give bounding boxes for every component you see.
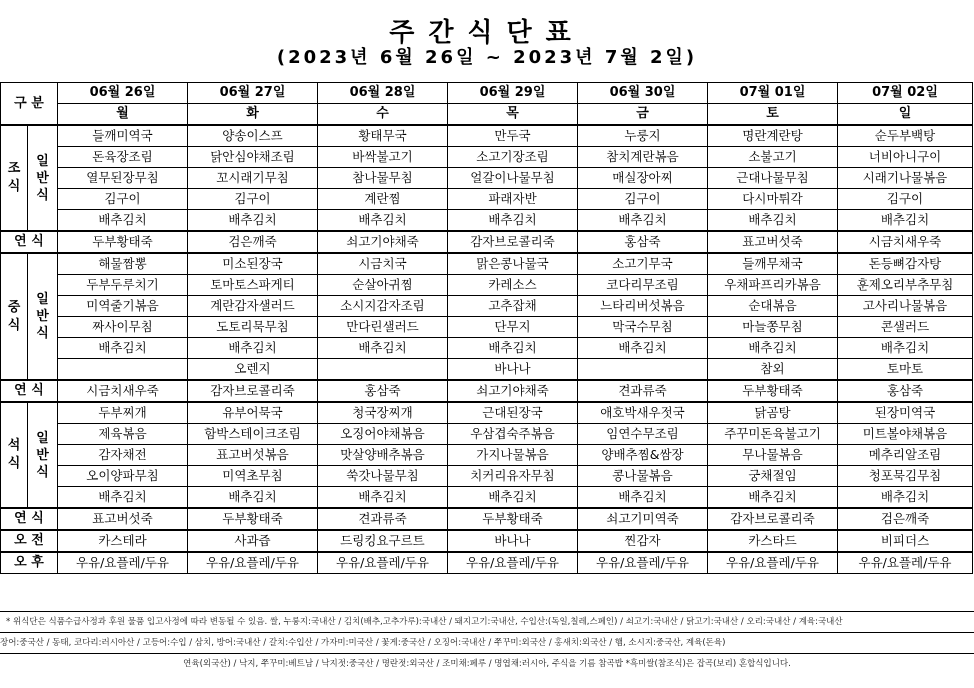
snack-cell: 쇠고기미역죽 <box>578 508 708 530</box>
menu-cell: 명란계란탕 <box>708 125 838 147</box>
menu-cell: 순살아귀찜 <box>318 275 448 296</box>
weekday-header: 목 <box>448 104 578 126</box>
dinner-row <box>1 402 973 424</box>
snack-cell: 우유/요플레/두유 <box>318 552 448 574</box>
menu-cell: 배추김치 <box>708 210 838 232</box>
breakfast-row <box>1 210 973 232</box>
menu-cell: 배추김치 <box>58 210 188 232</box>
menu-cell: 가지나물볶음 <box>448 445 578 466</box>
snack-cell: 쇠고기야채죽 <box>448 380 578 402</box>
menu-cell: 계란찜 <box>318 189 448 210</box>
snack-cell: 홍삼죽 <box>838 380 973 402</box>
menu-table <box>0 82 973 574</box>
menu-cell: 만다린샐러드 <box>318 317 448 338</box>
snack-cell: 감자브로콜리죽 <box>708 508 838 530</box>
dinner-row <box>1 487 973 509</box>
date-header: 06월 28일 <box>318 83 448 104</box>
snack-cell: 감자브로콜리죽 <box>448 231 578 253</box>
menu-cell: 매실장아찌 <box>578 168 708 189</box>
menu-cell: 청포묵김무침 <box>838 466 973 487</box>
snack-cell: 우유/요플레/두유 <box>58 552 188 574</box>
menu-cell: 콘샐러드 <box>838 317 973 338</box>
lunch-general-label: 일반식 <box>28 253 58 380</box>
menu-cell: 배추김치 <box>578 338 708 359</box>
menu-cell: 닭곰탕 <box>708 402 838 424</box>
dinner-snack-row <box>1 508 973 530</box>
snack-cell: 드링킹요구르트 <box>318 530 448 552</box>
lunch-row <box>1 253 973 275</box>
menu-cell: 오징어야채볶음 <box>318 424 448 445</box>
breakfast-row <box>1 168 973 189</box>
snack-cell: 검은깨죽 <box>838 508 973 530</box>
menu-cell: 도토리묵무침 <box>188 317 318 338</box>
menu-cell: 오렌지 <box>188 359 318 381</box>
snack-cell: 홍삼죽 <box>578 231 708 253</box>
menu-cell: 미역초무침 <box>188 466 318 487</box>
snack-cell: 두부황태죽 <box>58 231 188 253</box>
menu-cell: 들깨미역국 <box>58 125 188 147</box>
breakfast-snack-row <box>1 231 973 253</box>
dinner-label: 석식 <box>1 402 28 508</box>
menu-cell: 소고기무국 <box>578 253 708 275</box>
menu-cell: 김구이 <box>838 189 973 210</box>
menu-cell: 메추리알조림 <box>838 445 973 466</box>
weekday-header: 수 <box>318 104 448 126</box>
weekday-header: 금 <box>578 104 708 126</box>
lunch-row <box>1 275 973 296</box>
menu-cell: 유부어묵국 <box>188 402 318 424</box>
menu-cell: 너비아니구이 <box>838 147 973 168</box>
menu-cell: 배추김치 <box>448 338 578 359</box>
menu-cell: 소시지감자조림 <box>318 296 448 317</box>
menu-cell: 근대나물무침 <box>708 168 838 189</box>
breakfast-row <box>1 125 973 147</box>
footer-line: 연육(외국산) / 낙지, 쭈꾸미:베트남 / 낙지젓:중국산 / 명란젓:외국산 / 조미채:페루 / 명엽채:러시아, 주식을 기름 참곡밥 *흑미쌀(참조식)은 잡곡(보리) 혼합식입니다. <box>0 653 974 674</box>
menu-cell: 꼬시래기무침 <box>188 168 318 189</box>
menu-cell: 양배추찜&쌈장 <box>578 445 708 466</box>
menu-cell: 청국장찌개 <box>318 402 448 424</box>
breakfast-label: 조식 <box>1 125 28 231</box>
menu-cell: 배추김치 <box>318 338 448 359</box>
menu-cell: 열무된장무침 <box>58 168 188 189</box>
snack-cell: 두부황태죽 <box>448 508 578 530</box>
menu-cell: 해물짬뽕 <box>58 253 188 275</box>
date-header: 06월 27일 <box>188 83 318 104</box>
date-header: 06월 29일 <box>448 83 578 104</box>
snack-cell: 두부황태죽 <box>188 508 318 530</box>
lunch-snack-label: 연 식 <box>1 380 58 402</box>
menu-cell: 궁채절임 <box>708 466 838 487</box>
snack-cell: 바나나 <box>448 530 578 552</box>
date-range: (2023년 6월 26일 ~ 2023년 7월 2일) <box>276 47 698 68</box>
menu-cell: 다시마튀각 <box>708 189 838 210</box>
menu-cell: 배추김치 <box>188 487 318 509</box>
menu-cell: 맛살양배추볶음 <box>318 445 448 466</box>
menu-cell: 참치계란볶음 <box>578 147 708 168</box>
menu-cell: 제육볶음 <box>58 424 188 445</box>
menu-cell: 들깨무채국 <box>708 253 838 275</box>
snack-cell: 우유/요플레/두유 <box>838 552 973 574</box>
menu-cell: 순대볶음 <box>708 296 838 317</box>
snack-cell: 표고버섯죽 <box>708 231 838 253</box>
dinner-row <box>1 466 973 487</box>
snack-cell: 비피더스 <box>838 530 973 552</box>
menu-cell: 애호박새우젓국 <box>578 402 708 424</box>
menu-cell: 콩나물볶음 <box>578 466 708 487</box>
menu-cell: 짜사이무침 <box>58 317 188 338</box>
menu-cell: 바싹불고기 <box>318 147 448 168</box>
menu-cell: 근대된장국 <box>448 402 578 424</box>
lunch-row <box>1 317 973 338</box>
date-header: 06월 26일 <box>58 83 188 104</box>
menu-cell: 두부두루치기 <box>58 275 188 296</box>
menu-cell: 치커리유자무침 <box>448 466 578 487</box>
snack-cell: 우유/요플레/두유 <box>448 552 578 574</box>
menu-cell: 우삼겹숙주볶음 <box>448 424 578 445</box>
snack-cell: 견과류죽 <box>578 380 708 402</box>
menu-cell: 배추김치 <box>838 338 973 359</box>
menu-cell: 만두국 <box>448 125 578 147</box>
menu-cell: 고사리나물볶음 <box>838 296 973 317</box>
menu-cell: 표고버섯볶음 <box>188 445 318 466</box>
breakfast-general-label: 일반식 <box>28 125 58 231</box>
menu-cell: 김구이 <box>188 189 318 210</box>
afternoon_snack-row <box>1 552 973 574</box>
footer-notes <box>0 611 974 674</box>
snack-cell: 카스테라 <box>58 530 188 552</box>
breakfast-row <box>1 189 973 210</box>
date-header: 06월 30일 <box>578 83 708 104</box>
menu-cell: 고추잡채 <box>448 296 578 317</box>
menu-cell: 맑은콩나물국 <box>448 253 578 275</box>
menu-cell: 배추김치 <box>708 338 838 359</box>
morning_snack-label: 오 전 <box>1 530 58 552</box>
menu-cell: 순두부백탕 <box>838 125 973 147</box>
snack-cell: 우유/요플레/두유 <box>578 552 708 574</box>
lunch-row <box>1 338 973 359</box>
weekday-header: 월 <box>58 104 188 126</box>
menu-cell: 배추김치 <box>318 210 448 232</box>
menu-cell <box>58 359 188 381</box>
menu-cell: 김구이 <box>578 189 708 210</box>
snack-cell: 검은깨죽 <box>188 231 318 253</box>
menu-cell: 무나물볶음 <box>708 445 838 466</box>
snack-cell: 우유/요플레/두유 <box>188 552 318 574</box>
menu-cell: 미소된장국 <box>188 253 318 275</box>
menu-cell: 시래기나물볶음 <box>838 168 973 189</box>
category-header: 구 분 <box>1 83 58 126</box>
breakfast-row <box>1 147 973 168</box>
menu-cell: 배추김치 <box>708 487 838 509</box>
menu-cell: 양송이스프 <box>188 125 318 147</box>
menu-cell: 두부찌개 <box>58 402 188 424</box>
menu-cell: 참외 <box>708 359 838 381</box>
snack-cell: 견과류죽 <box>318 508 448 530</box>
menu-cell: 우채파프리카볶음 <box>708 275 838 296</box>
weekday-header: 토 <box>708 104 838 126</box>
menu-cell: 계란감자샐러드 <box>188 296 318 317</box>
menu-cell: 배추김치 <box>58 338 188 359</box>
breakfast-snack-label: 연 식 <box>1 231 58 253</box>
menu-cell: 된장미역국 <box>838 402 973 424</box>
menu-cell: 토마토스파게티 <box>188 275 318 296</box>
menu-cell: 배추김치 <box>448 210 578 232</box>
dinner-general-label: 일반식 <box>28 402 58 508</box>
menu-cell: 돈등뼈감자탕 <box>838 253 973 275</box>
snack-cell: 표고버섯죽 <box>58 508 188 530</box>
menu-cell: 감자채전 <box>58 445 188 466</box>
menu-cell: 소고기장조림 <box>448 147 578 168</box>
menu-cell: 소불고기 <box>708 147 838 168</box>
snack-cell: 감자브로콜리죽 <box>188 380 318 402</box>
menu-cell: 배추김치 <box>188 210 318 232</box>
menu-cell: 주꾸미돈육불고기 <box>708 424 838 445</box>
footer-line: 장어:중국산 / 동태, 코다리:러시아산 / 고등어:수입 / 삼치, 방어:국내산 / 갈치:수입산 / 가자미:미국산 / 꽃게:중국산 / 오징어:국내산 / 쭈꾸미:외국산 / 홍새치:외국산 / 햄, 소시지:중국산, 계육(돈육) <box>0 632 974 653</box>
snack-cell: 두부황태죽 <box>708 380 838 402</box>
menu-cell: 닭안심야채조림 <box>188 147 318 168</box>
snack-cell: 사과즙 <box>188 530 318 552</box>
menu-cell: 미역줄기볶음 <box>58 296 188 317</box>
lunch-label: 중식 <box>1 253 28 380</box>
menu-cell: 쑥갓나물무침 <box>318 466 448 487</box>
date-header: 07월 02일 <box>838 83 973 104</box>
menu-cell: 배추김치 <box>838 210 973 232</box>
menu-cell: 훈제오리부추무침 <box>838 275 973 296</box>
menu-cell: 얼갈이나물무침 <box>448 168 578 189</box>
menu-cell: 황태무국 <box>318 125 448 147</box>
weekday-header: 일 <box>838 104 973 126</box>
snack-cell: 홍삼죽 <box>318 380 448 402</box>
menu-cell: 배추김치 <box>838 487 973 509</box>
snack-cell: 찐감자 <box>578 530 708 552</box>
menu-cell: 배추김치 <box>188 338 318 359</box>
weekday-header-row <box>1 104 973 126</box>
menu-cell: 배추김치 <box>318 487 448 509</box>
menu-cell: 마늘쫑무침 <box>708 317 838 338</box>
menu-cell: 막국수무침 <box>578 317 708 338</box>
menu-cell: 미트볼야채볶음 <box>838 424 973 445</box>
dinner-row <box>1 424 973 445</box>
snack-cell: 시금치새우죽 <box>58 380 188 402</box>
lunch-snack-row <box>1 380 973 402</box>
morning_snack-row <box>1 530 973 552</box>
menu-cell: 코다리무조림 <box>578 275 708 296</box>
menu-cell: 시금치국 <box>318 253 448 275</box>
menu-cell <box>578 359 708 381</box>
weekday-header: 화 <box>188 104 318 126</box>
lunch-row <box>1 296 973 317</box>
menu-cell: 배추김치 <box>578 487 708 509</box>
snack-cell: 쇠고기야채죽 <box>318 231 448 253</box>
dinner-snack-label: 연 식 <box>1 508 58 530</box>
date-header: 07월 01일 <box>708 83 838 104</box>
footer-line: * 위식단은 식품수급사정과 후원 물품 입고사정에 따라 변동될 수 있음. 쌀, 누룽지:국내산 / 김치(배추,고추가루):국내산 / 돼지고기:국내산, 수입산:(독일,칠레,스페인) / 쇠고기:국내산 / 닭고기:국내산 / 오리:국내산 / 계육:국내산 <box>0 611 974 632</box>
menu-cell: 배추김치 <box>58 487 188 509</box>
afternoon_snack-label: 오 후 <box>1 552 58 574</box>
dinner-row <box>1 445 973 466</box>
snack-cell: 우유/요플레/두유 <box>708 552 838 574</box>
menu-cell: 함박스테이크조림 <box>188 424 318 445</box>
menu-cell: 느타리버섯볶음 <box>578 296 708 317</box>
snack-cell: 시금치새우죽 <box>838 231 973 253</box>
menu-cell: 파래자반 <box>448 189 578 210</box>
menu-cell: 참나물무침 <box>318 168 448 189</box>
menu-cell <box>318 359 448 381</box>
page-title: 주간식단표 <box>389 18 585 48</box>
menu-cell: 배추김치 <box>448 487 578 509</box>
menu-cell: 임연수무조림 <box>578 424 708 445</box>
menu-cell: 토마토 <box>838 359 973 381</box>
menu-cell: 바나나 <box>448 359 578 381</box>
menu-cell: 오이양파무침 <box>58 466 188 487</box>
menu-cell: 김구이 <box>58 189 188 210</box>
menu-cell: 돈육장조림 <box>58 147 188 168</box>
menu-cell: 누룽지 <box>578 125 708 147</box>
lunch-row <box>1 359 973 381</box>
menu-cell: 단무지 <box>448 317 578 338</box>
menu-cell: 배추김치 <box>578 210 708 232</box>
menu-cell: 카레소스 <box>448 275 578 296</box>
date-header-row <box>1 83 973 104</box>
snack-cell: 카스타드 <box>708 530 838 552</box>
